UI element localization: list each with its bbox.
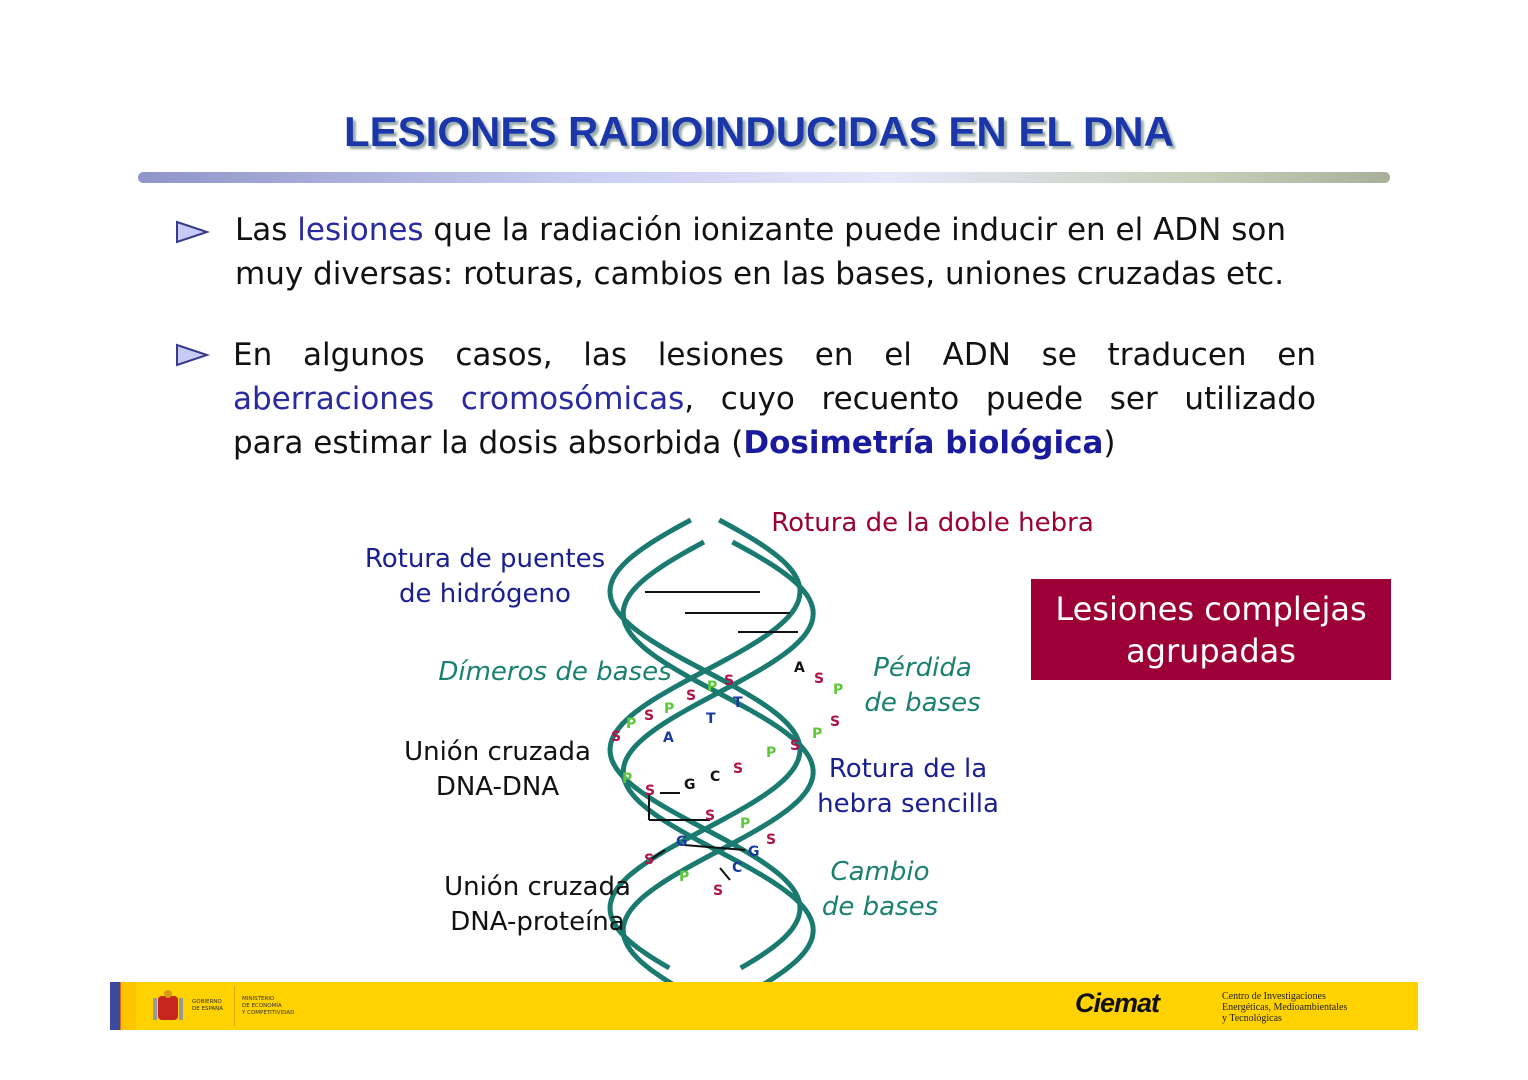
coat-of-arms-icon — [150, 988, 186, 1024]
bullet-2-text: para estimar la dosis absorbida ( — [233, 425, 744, 461]
lesiones-complejas-box — [1031, 579, 1391, 680]
label-line: Pérdida — [873, 653, 972, 683]
nucleotide-letter: S — [611, 729, 622, 745]
nucleotide-letter: P — [766, 745, 777, 761]
nucleotide-letter: G — [684, 777, 696, 793]
bullet-2-bold: Dosimetría biológica — [743, 425, 1104, 461]
nucleotide-letter: C — [710, 769, 721, 785]
label-rotura-hebra-sencilla — [808, 752, 1008, 822]
label-perdida-bases — [850, 651, 995, 721]
nucleotide-letter: C — [732, 860, 743, 876]
nucleotide-letter: S — [644, 852, 655, 868]
bullet-1-text: muy diversas: roturas, cambios en las bases, uniones cruzadas etc. — [235, 256, 1285, 292]
nucleotide-letter: P — [707, 679, 718, 695]
dna-strand — [623, 542, 813, 990]
gobierno-text — [192, 999, 223, 1013]
nucleotide-letter: A — [794, 660, 805, 676]
nucleotide-letter: S — [645, 783, 656, 799]
label-line: Rotura de puentes — [364, 544, 606, 574]
box-line: agrupadas — [1126, 632, 1296, 670]
nucleotide-letter: S — [705, 808, 716, 824]
bullet-1-text: Las — [235, 212, 298, 248]
footer-text: y Tecnológicas — [1222, 1013, 1282, 1024]
footer-text: MINISTERIO — [242, 996, 275, 1002]
nucleotide-letter: S — [830, 714, 841, 730]
nucleotide-letter: S — [644, 708, 655, 724]
footer-text: DE ECONOMÍA — [242, 1003, 282, 1009]
nucleotide-letter: P — [626, 716, 637, 732]
dna-strand — [623, 542, 813, 990]
label-dimeros: Dímeros de bases — [438, 657, 672, 687]
label-line: Unión cruzada — [444, 872, 631, 902]
nucleotide-letter: S — [814, 671, 825, 687]
nucleotide-letter: A — [663, 730, 674, 746]
label-cambio-bases — [815, 855, 945, 925]
slide-title: LESIONES RADIOINDUCIDAS EN EL DNA — [344, 108, 1174, 155]
nucleotide-letter: P — [679, 869, 690, 885]
nucleotide-letter: G — [748, 844, 760, 860]
nucleotide-letter: S — [766, 832, 777, 848]
nucleotide-letter: G — [676, 834, 688, 850]
footer-text: Y COMPETITIVIDAD — [242, 1010, 295, 1016]
label-puentes-hidrogeno — [355, 542, 615, 612]
bullet-2-text: , cuyo recuento puede ser utilizado — [684, 381, 1316, 417]
label-union-dna-proteina — [435, 870, 640, 940]
eu-stripe — [110, 982, 120, 1030]
nucleotide-letter: P — [740, 816, 751, 832]
bullet-2-highlight: aberraciones cromosómicas — [233, 381, 685, 417]
nucleotide-letter: T — [706, 711, 716, 727]
nucleotide-letter: T — [733, 695, 743, 711]
label-rotura-doble-hebra: Rotura de la doble hebra — [771, 508, 1094, 538]
label-union-dna-dna — [395, 735, 600, 805]
nucleotide-letter: P — [833, 682, 844, 698]
bullet-1-highlight: lesiones — [297, 212, 424, 248]
bullet-1-text: que la radiación ionizante puede inducir en el ADN son — [423, 212, 1286, 248]
ciemat-subtitle — [1222, 991, 1347, 1024]
label-line: Rotura de la — [828, 754, 988, 784]
nucleotide-letter: P — [664, 701, 675, 717]
footer-text: DE ESPAÑA — [192, 1006, 224, 1012]
label-line: Unión cruzada — [404, 737, 591, 767]
footer-banner — [110, 982, 1418, 1030]
nucleotide-letter: S — [790, 738, 801, 754]
nucleotide-letter: P — [812, 726, 823, 742]
footer-text: Centro de Investigaciones — [1222, 991, 1326, 1002]
nucleotide-letter: S — [686, 688, 697, 704]
label-line: Cambio — [830, 857, 930, 887]
bullet-2-text: ) — [1103, 425, 1116, 461]
nucleotide-letter: P — [622, 771, 633, 787]
label-line: de bases — [864, 688, 981, 718]
label-line: hebra sencilla — [817, 789, 999, 819]
nucleotide-letter: S — [724, 673, 735, 689]
ministerio-text — [242, 996, 294, 1017]
footer-text: Energéticas, Medioambientales — [1222, 1002, 1348, 1013]
footer-text: GOBIERNO — [192, 999, 222, 1005]
dna-strands — [610, 520, 813, 990]
divider — [234, 986, 235, 1026]
label-line: DNA-DNA — [435, 772, 560, 802]
nucleotide-letter: S — [713, 883, 724, 899]
bullet-2-text: En algunos casos, las lesiones en el ADN se traducen en — [233, 337, 1316, 373]
box-line: Lesiones complejas — [1055, 590, 1367, 628]
label-line: de bases — [821, 892, 939, 922]
ciemat-logo: Ciemat — [1075, 988, 1160, 1018]
label-line: DNA-proteína — [450, 907, 625, 937]
label-line: de hidrógeno — [399, 579, 571, 609]
nucleotide-letter: S — [733, 761, 744, 777]
